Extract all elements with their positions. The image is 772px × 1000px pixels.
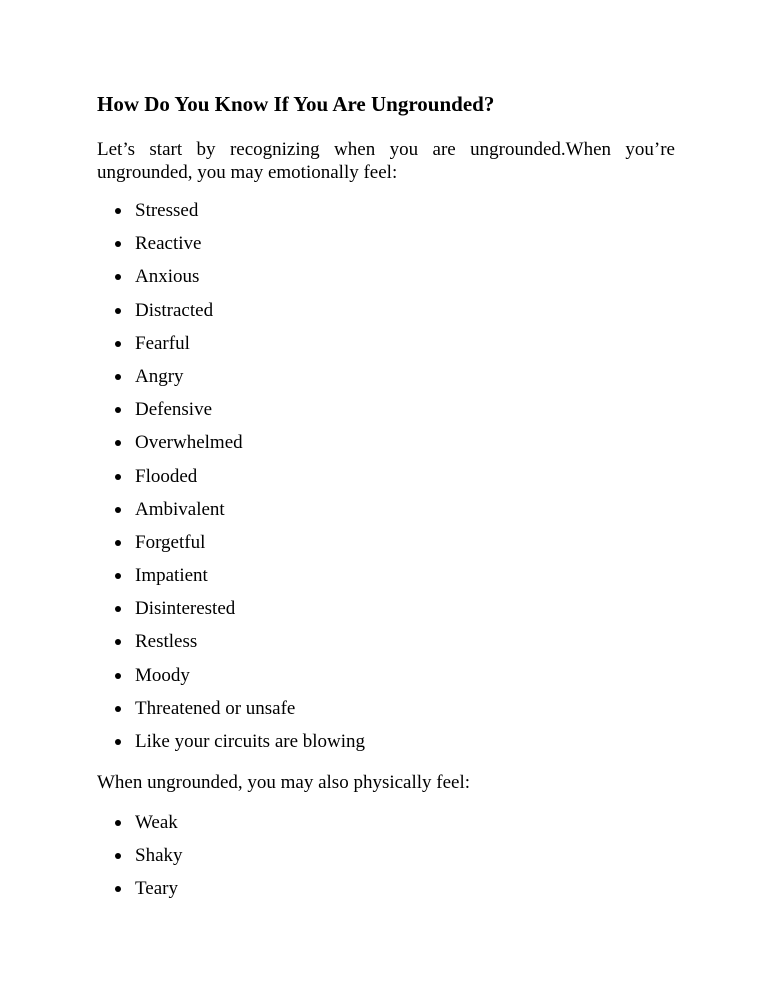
bullet-icon — [115, 474, 121, 480]
list-item-label: Moody — [135, 664, 190, 686]
list-item — [97, 629, 365, 662]
list-item — [97, 430, 365, 463]
list-item-label: Distracted — [135, 299, 214, 321]
list-item-label: Disinterested — [135, 598, 236, 620]
bullet-icon — [115, 308, 121, 314]
bullet-icon — [115, 208, 121, 214]
list-item-label: Fearful — [135, 332, 190, 354]
list-item-label: Anxious — [135, 266, 200, 288]
list-item — [97, 596, 365, 629]
list-item — [97, 497, 365, 530]
list-item-label: Threatened or unsafe — [135, 697, 296, 719]
list-item-label: Impatient — [135, 565, 208, 587]
list-item — [97, 696, 365, 729]
list-item-label: Teary — [135, 878, 178, 900]
list-item-label: Restless — [135, 631, 198, 653]
list-item — [97, 364, 365, 397]
list-item-label: Forgetful — [135, 531, 206, 553]
list-item — [97, 876, 183, 909]
list-item — [97, 663, 365, 696]
list-item-label: Weak — [135, 812, 178, 833]
bullet-icon — [115, 407, 121, 413]
list-item — [97, 563, 365, 596]
bullet-icon — [115, 706, 121, 712]
intro-paragraph: Let’s start by recognizing when you are ungrounded.When you’re ungrounded, you may emotionally feel: — [97, 139, 675, 183]
list-item — [97, 810, 183, 843]
page-title: How Do You Know If You Are Ungrounded? — [97, 92, 495, 116]
list-item — [97, 530, 365, 563]
list-item-label: Reactive — [135, 233, 202, 255]
bullet-icon — [115, 507, 121, 513]
list-item-label: Like your circuits are blowing — [135, 731, 366, 752]
list-item — [97, 397, 365, 430]
list-item-label: Overwhelmed — [135, 432, 243, 454]
list-item-label: Stressed — [135, 200, 199, 221]
bullet-icon — [115, 853, 121, 859]
list-item-label: Flooded — [135, 465, 198, 487]
list-item-label: Defensive — [135, 399, 213, 421]
bullet-icon — [115, 739, 121, 745]
list-item — [97, 331, 365, 364]
list-item — [97, 264, 365, 297]
bullet-icon — [115, 241, 121, 247]
list-item — [97, 198, 365, 231]
bullet-icon — [115, 673, 121, 679]
bullet-icon — [115, 886, 121, 892]
bullet-icon — [115, 606, 121, 612]
list-item-label: Angry — [135, 365, 184, 387]
list-item — [97, 843, 183, 876]
list-item-label: Shaky — [135, 845, 183, 867]
bullet-icon — [115, 341, 121, 347]
list-item-label: Ambivalent — [135, 498, 225, 520]
bullet-icon — [115, 639, 121, 645]
bullet-icon — [115, 540, 121, 546]
list-item — [97, 298, 365, 331]
physical-symptoms-list — [97, 810, 183, 910]
list-item — [97, 464, 365, 497]
list-item — [97, 729, 365, 762]
bullet-icon — [115, 440, 121, 446]
emotional-symptoms-list — [97, 198, 365, 762]
list-item — [97, 231, 365, 264]
physical-intro: When ungrounded, you may also physically feel: — [97, 772, 471, 793]
bullet-icon — [115, 820, 121, 826]
bullet-icon — [115, 374, 121, 380]
bullet-icon — [115, 573, 121, 579]
bullet-icon — [115, 274, 121, 280]
